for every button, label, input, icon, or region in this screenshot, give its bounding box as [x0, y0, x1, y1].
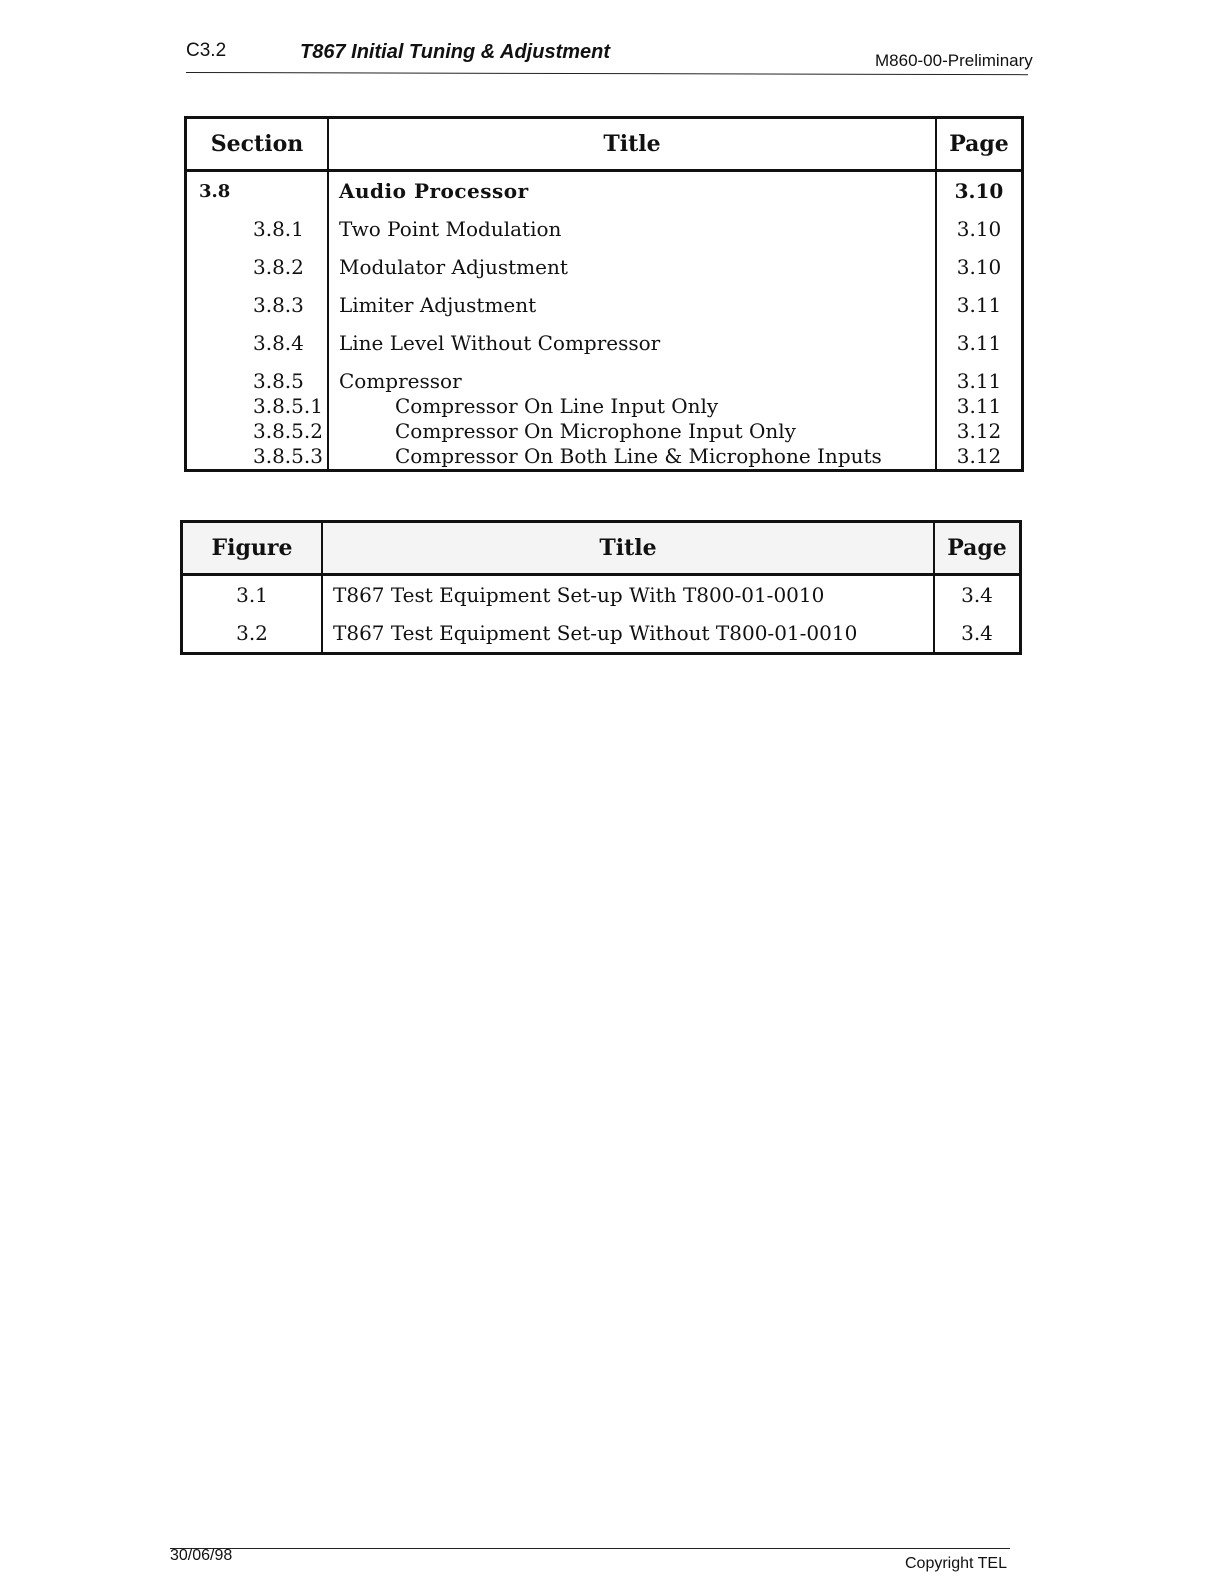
figure-title: T867 Test Equipment Set-up With T800-01-0010: [322, 575, 934, 615]
page-number: 3.11: [936, 362, 1023, 394]
page-number: 3.11: [936, 394, 1023, 419]
footer-rule: [170, 1548, 1010, 1549]
section-number: 3.8: [186, 171, 329, 211]
table-row: [186, 248, 1023, 286]
table-row: [186, 419, 1023, 444]
column-header-page: Page: [936, 118, 1023, 171]
header-document-id: M860-00-Preliminary: [875, 51, 1033, 70]
table-row: [186, 210, 1023, 248]
table-row: [186, 394, 1023, 419]
footer-copyright: Copyright TEL: [905, 1555, 1007, 1572]
table-row: [186, 444, 1023, 471]
figure-number: 3.2: [182, 614, 323, 654]
column-header-section: Section: [186, 118, 329, 171]
section-number: 3.8.5: [186, 362, 329, 394]
section-title: Limiter Adjustment: [328, 286, 936, 324]
table-row: [182, 614, 1021, 654]
section-title: Compressor On Line Input Only: [328, 394, 936, 419]
page-number: 3.12: [936, 444, 1023, 471]
section-contents-table: [184, 116, 1024, 472]
section-title: Audio Processor: [328, 171, 936, 211]
table-row: [186, 286, 1023, 324]
figure-title: T867 Test Equipment Set-up Without T800-01-0010: [322, 614, 934, 654]
section-title: Compressor On Both Line & Microphone Inputs: [328, 444, 936, 471]
header-section-number: C3.2: [186, 40, 227, 61]
section-number: 3.8.5.2: [186, 419, 329, 444]
page-number: 3.10: [936, 248, 1023, 286]
section-title: Modulator Adjustment: [328, 248, 936, 286]
table-header-row: [186, 118, 1023, 171]
page-number: 3.4: [934, 575, 1021, 615]
column-header-title: Title: [322, 522, 934, 575]
section-number: 3.8.4: [186, 324, 329, 362]
figure-contents-table: [180, 520, 1022, 655]
section-title: Line Level Without Compressor: [328, 324, 936, 362]
table-row: [186, 171, 1023, 211]
figure-number: 3.1: [182, 575, 323, 615]
column-header-page: Page: [934, 522, 1021, 575]
table-row: [182, 575, 1021, 615]
header-title: T867 Initial Tuning & Adjustment: [300, 41, 611, 63]
table-row: [186, 362, 1023, 394]
column-header-figure: Figure: [182, 522, 323, 575]
column-header-title: Title: [328, 118, 936, 171]
page-number: 3.10: [936, 210, 1023, 248]
page-number: 3.11: [936, 324, 1023, 362]
table-header-row: [182, 522, 1021, 575]
page-number: 3.12: [936, 419, 1023, 444]
page-number: 3.4: [934, 614, 1021, 654]
section-number: 3.8.5.1: [186, 394, 329, 419]
page-number: 3.11: [936, 286, 1023, 324]
header-rule: [186, 72, 1028, 75]
page-number: 3.10: [936, 171, 1023, 211]
section-number: 3.8.2: [186, 248, 329, 286]
section-number: 3.8.3: [186, 286, 329, 324]
page-header: [0, 0, 1221, 90]
section-number: 3.8.5.3: [186, 444, 329, 471]
section-title: Two Point Modulation: [328, 210, 936, 248]
table-row: [186, 324, 1023, 362]
footer-date: 30/06/98: [170, 1547, 233, 1564]
section-title: Compressor: [328, 362, 936, 394]
section-number: 3.8.1: [186, 210, 329, 248]
section-title: Compressor On Microphone Input Only: [328, 419, 936, 444]
